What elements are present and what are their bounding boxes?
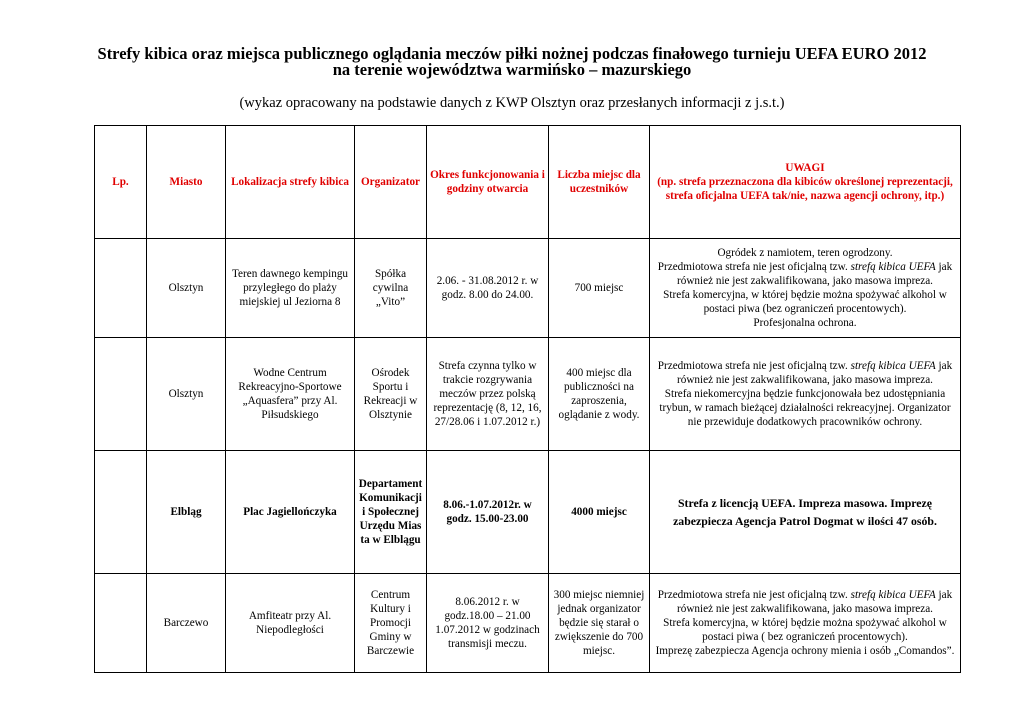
- cell-organizator: Departament Komunikacji i Społecznej Urzędu Miasta w Elblągu: [355, 451, 427, 574]
- cell-miasto: Olsztyn: [147, 338, 226, 451]
- table-row: [95, 338, 961, 451]
- cell-lokalizacja: Plac Jagiellończyka: [226, 451, 355, 574]
- title-line-2: na terenie województwa warmińsko – mazurskiego: [332, 60, 692, 79]
- cell-uwagi: [650, 574, 961, 673]
- header-miasto: Miasto: [147, 126, 226, 239]
- header-lokalizacja: Lokalizacja strefy kibica: [226, 126, 355, 239]
- cell-miasto: Olsztyn: [147, 239, 226, 338]
- cell-liczba: 400 miejsc dla publiczności na zaproszenia, oglądanie z wody.: [549, 338, 650, 451]
- cell-lp: [95, 239, 147, 338]
- uwagi-emphasis: strefą kibica UEFA: [850, 261, 936, 273]
- cell-organizator: Centrum Kultury i Promocji Gminy w Barczewie: [355, 574, 427, 673]
- page-subtitle: (wykaz opracowany na podstawie danych z KWP Olsztyn oraz przesłanych informacji z j.s.t.): [239, 95, 785, 111]
- cell-organizator: Spółka cywilna „Vito”: [355, 239, 427, 338]
- table-row: [95, 574, 961, 673]
- cell-lokalizacja: Amfiteatr przy Al. Niepodległości: [226, 574, 355, 673]
- uwagi-line: Strefa niekomercyjna będzie funkcjonowała bez udostępniania trybun, w ramach bieżącej działalności rekreacyjnej. Organizator nie przewiduje dodatkowych pracowników ochrony.: [659, 388, 951, 428]
- uwagi-emphasis: strefą kibica UEFA: [850, 360, 936, 372]
- cell-liczba: 700 miejsc: [549, 239, 650, 338]
- cell-miasto: Barczewo: [147, 574, 226, 673]
- uwagi-line: Strefa komercyjna, w której będzie można spożywać alkohol w postaci piwa (bez ograniczeń procentowych).: [663, 289, 947, 315]
- header-lp: Lp.: [95, 126, 147, 239]
- cell-organizator: Ośrodek Sportu i Rekreacji w Olsztynie: [355, 338, 427, 451]
- cell-okres: 8.06.2012 r. w godz.18.00 – 21.00 1.07.2012 w godzinach transmisji meczu.: [427, 574, 549, 673]
- page-title: [20, 46, 1004, 78]
- header-uwagi-note: (np. strefa przeznaczona dla kibiców określonej reprezentacji, strefa oficjalna UEFA tak/nie, nazwa agencji ochrony, itp.): [657, 176, 953, 202]
- uwagi-text: Przedmiotowa strefa nie jest oficjalną tzw.: [657, 261, 848, 273]
- header-liczba: Liczba miejsc dla uczestników: [549, 126, 650, 239]
- cell-okres: 2.06. - 31.08.2012 r. w godz. 8.00 do 24.00.: [427, 239, 549, 338]
- header-organizator: Organizator: [355, 126, 427, 239]
- cell-uwagi: [650, 338, 961, 451]
- uwagi-text: Przedmiotowa strefa nie jest oficjalną tzw.: [657, 589, 848, 601]
- uwagi-line: Profesjonalna ochrona.: [753, 317, 857, 329]
- title-line-1: Strefy kibica oraz miejsca publicznego oglądania meczów piłki nożnej podczas finałowego turnieju UEFA EURO 2012: [97, 44, 927, 63]
- uwagi-text: jak również nie jest zakwalifikowana, jako masowa impreza.: [677, 261, 953, 287]
- cell-liczba: 300 miejsc niemniej jednak organizator będzie się starał o zwiększenie do 700 miejsc.: [549, 574, 650, 673]
- cell-uwagi: Strefa z licencją UEFA. Impreza masowa. Imprezę zabezpiecza Agencja Patrol Dogmat w ilości 47 osób.: [650, 451, 961, 574]
- cell-lokalizacja: Wodne Centrum Rekreacyjno-Sportowe „Aquasfera” przy Al. Piłsudskiego: [226, 338, 355, 451]
- cell-uwagi: [650, 239, 961, 338]
- uwagi-text: Przedmiotowa strefa nie jest oficjalną tzw.: [657, 360, 848, 372]
- header-uwagi: [650, 126, 961, 239]
- cell-lp: [95, 451, 147, 574]
- header-uwagi-title: UWAGI: [785, 162, 825, 174]
- table-row: [95, 451, 961, 574]
- cell-lp: [95, 574, 147, 673]
- uwagi-line: Imprezę zabezpiecza Agencja ochrony mienia i osób „Comandos”.: [655, 645, 955, 657]
- uwagi-text: jak również nie jest zakwalifikowana, jako masowa impreza.: [677, 360, 953, 386]
- cell-lokalizacja: Teren dawnego kempingu przyległego do plaży miejskiej ul Jeziorna 8: [226, 239, 355, 338]
- table-header-row: [95, 126, 961, 239]
- uwagi-line: Ogródek z namiotem, teren ogrodzony.: [717, 247, 893, 259]
- fan-zones-table: [94, 125, 961, 673]
- cell-miasto: Elbląg: [147, 451, 226, 574]
- table-row: [95, 239, 961, 338]
- cell-okres: 8.06.-1.07.2012r. w godz. 15.00-23.00: [427, 451, 549, 574]
- header-okres: Okres funkcjonowania i godziny otwarcia: [427, 126, 549, 239]
- cell-liczba: 4000 miejsc: [549, 451, 650, 574]
- uwagi-line: Strefa komercyjna, w której będzie można spożywać alkohol w postaci piwa ( bez ograniczeń procentowych).: [663, 617, 947, 643]
- cell-lp: [95, 338, 147, 451]
- cell-okres: Strefa czynna tylko w trakcie rozgrywania meczów przez polską reprezentację (8, 12, 16, 27/28.06 i 1.07.2012 r.): [427, 338, 549, 451]
- uwagi-emphasis: strefą kibica UEFA: [850, 589, 936, 601]
- uwagi-text: jak również nie jest zakwalifikowana, jako masowa impreza.: [677, 589, 953, 615]
